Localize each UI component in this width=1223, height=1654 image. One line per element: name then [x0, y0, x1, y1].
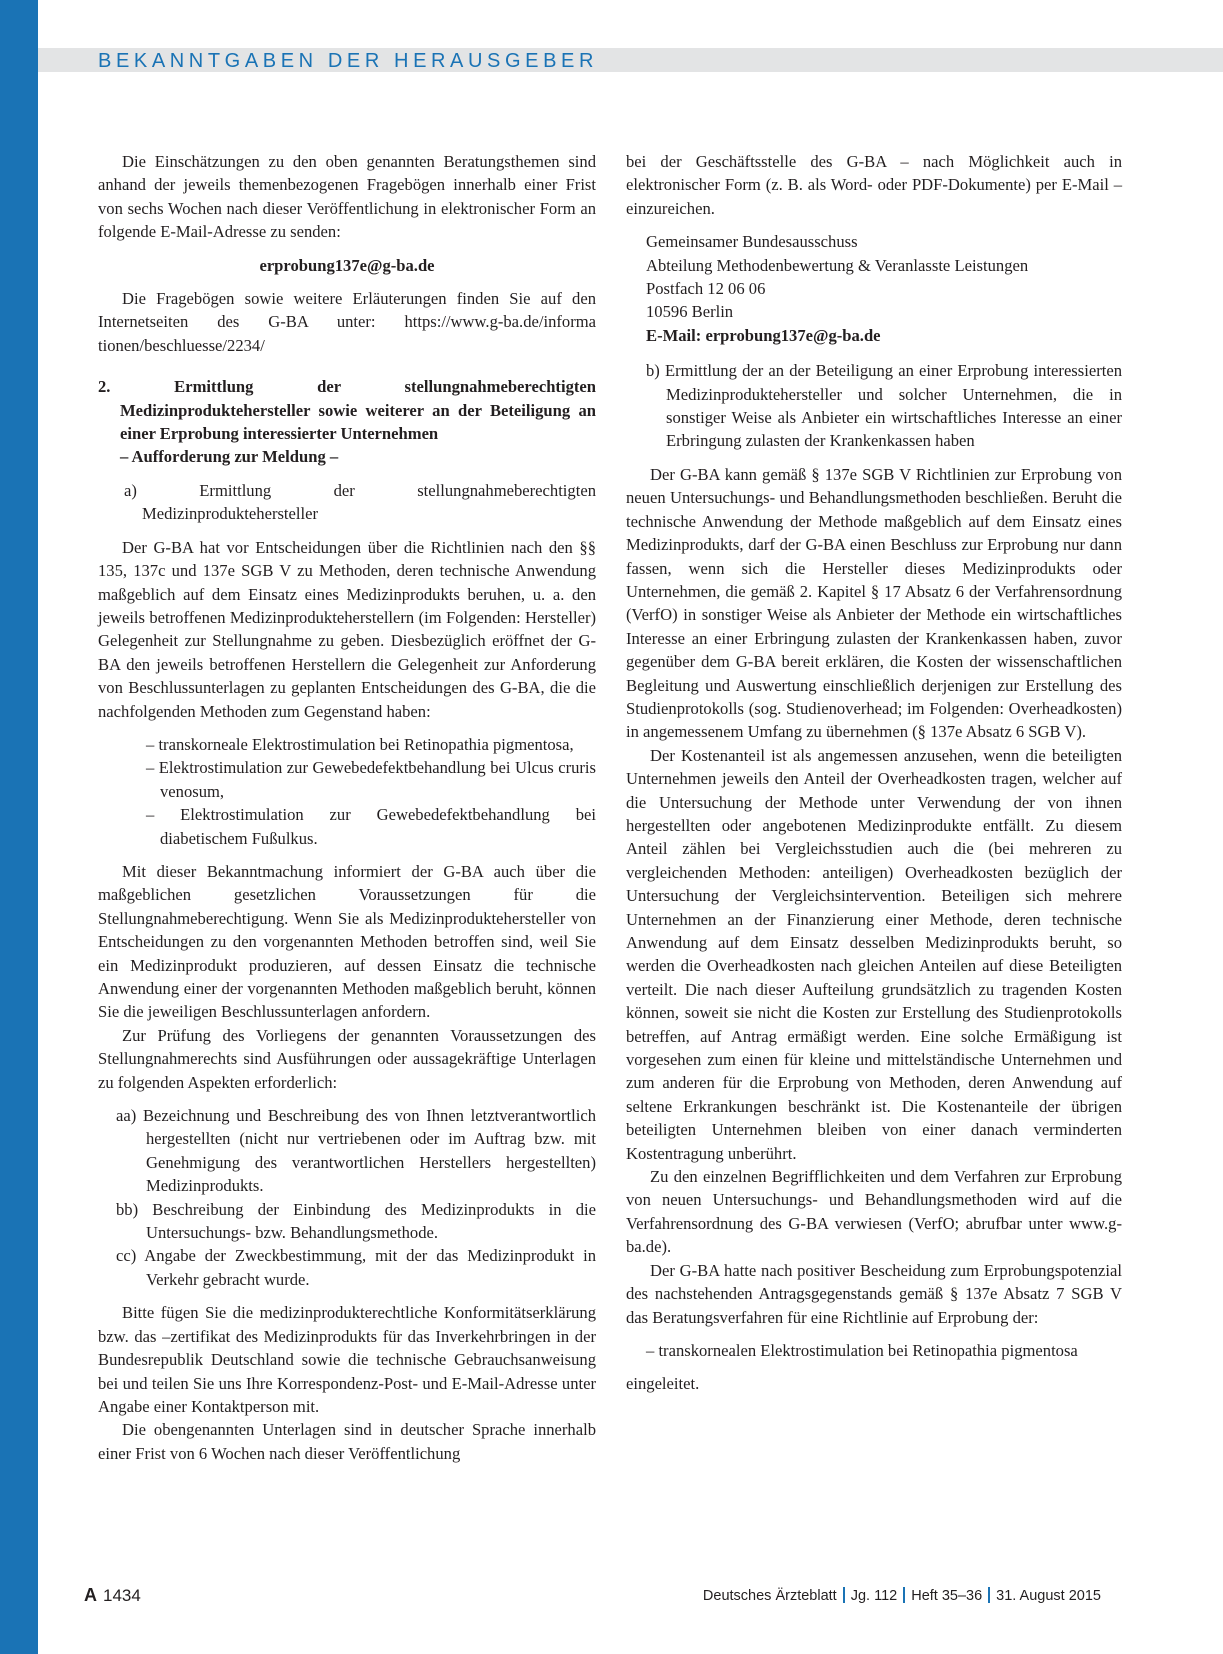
journal-issue: Heft 35–36 — [911, 1588, 983, 1604]
address-line: Gemeinsamer Bundesausschuss — [646, 232, 858, 252]
separator — [903, 1587, 905, 1603]
method-list — [98, 733, 596, 850]
journal-footer — [703, 1587, 1101, 1604]
address-line: Postfach 12 06 06 — [646, 279, 766, 299]
journal-volume: Jg. 112 — [850, 1588, 898, 1604]
paragraph: Zu den einzelnen Begrifflichkeiten und dem Verfahren zur Erprobung von neuen Untersuchungs- und Behandlungsmethoden wird auf die Verfahrensordnung des G-BA verwiesen (VerfO; abrufbar unter www.g-ba.de). — [626, 1167, 1122, 1257]
address-line: 10596 Berlin — [646, 302, 734, 322]
paragraph: Der G-BA kann gemäß § 137e SGB V Richtlinien zur Erprobung von neuen Untersuchungs- und Behandlungsmethoden beschließen. Beruht die technische Anwendung der Methode maßgeblich auf dem Einsatz eines Medizinprodukts, darf der G-BA einen Beschluss zur Erprobung nur dann fassen, wenn sich die Hersteller dieses Medizinprodukts oder Unternehmen, die gemäß 2. Kapitel § 17 Absatz 6 der Verfahrensordnung (VerfO) in sonstiger Weise als Anbieter der Methode ein wirtschaftliches Interesse an einer Erbringung zulasten der Krankenkassen haben, zuvor gegenüber dem G-BA bereit erklären, die Kosten der wissenschaftlichen Begleitung und Auswertung einschließlich derjenigen zur Erstellung des Studienprotokolls (sog. Studienoverhead; im Folgenden: Overheadkosten) in angemessenem Umfang zu übernehmen (§ 137e Absatz 6 SGB V). — [626, 464, 1122, 742]
side-color-bar — [0, 0, 38, 1654]
list-item: – Elektrostimulation zur Gewebedefektbehandlung bei diabetischem Fußulkus. — [146, 805, 596, 848]
paragraph: Die Fragebögen sowie weitere Erläuterungen finden Sie auf den Internetseiten des G-BA unter: https://www.g-ba.de/informa tionen/beschluesse/2234/ — [98, 289, 596, 355]
paragraph: Die obengenannten Unterlagen sind in deutscher Sprache innerhalb einer Frist von 6 Wochen nach dieser Veröffentlichung — [98, 1420, 596, 1463]
paragraph: eingeleitet. — [626, 1374, 700, 1394]
item-b: b) Ermittlung der an der Beteiligung an einer Erprobung interessierten Medizinproduktehersteller und solcher Unternehmen, die in sonstiger Weise als Anbieter ein wirtschaftliches Interesse an einer Erbringung zulasten der Krankenkassen haben — [646, 361, 1122, 451]
paragraph: Der G-BA hatte nach positiver Bescheidung zum Erprobungspotenzial des nachstehenden Antragsgegenstands gemäß § 137e Absatz 7 SGB V das Beratungsverfahren für eine Richtlinie auf Erprobung der: — [626, 1260, 1122, 1327]
list-item: cc) Angabe der Zweckbestimmung, mit der das Medizinprodukt in Verkehr gebracht wurde. — [116, 1246, 596, 1289]
paragraph: Zur Prüfung des Vorliegens der genannten Voraussetzungen des Stellungnahmerechts sind Ausführungen oder aussagekräftige Unterlagen zu folgenden Aspekten erforderlich: — [98, 1025, 596, 1092]
item-a: a) Ermittlung der stellungnahmeberechtigten Medizinproduktehersteller — [124, 480, 596, 524]
section-2-title: 2. Ermittlung der stellungnahmeberechtigten Medizinproduktehersteller sowie weiterer an der Beteiligung an einer Erprobung interessierter Unternehmen — [98, 377, 596, 444]
paragraph: Der G-BA hat vor Entscheidungen über die Richtlinien nach den §§ 135, 137c und 137e SGB V zu Methoden, deren technische Anwendung maßgeblich auf dem Einsatz eines Medizinprodukts beruhen, u. a. den jeweils betroffenen Medizinprodukteherstellern (im Folgenden: Hersteller) Gelegenheit zur Stellungnahme zu geben. Diesbezüglich eröffnet der G-BA den jeweils betroffenen Herstellern die Gelegenheit zur Anforderung von Beschlussunterlagen zu geplanten Entscheidungen des G-BA, die die nachfolgenden Methoden zum Gegenstand haben: — [98, 537, 596, 721]
paragraph: Die Einschätzungen zu den oben genannten Beratungsthemen sind anhand der jeweils themenbezogenen Fragebögen innerhalb einer Frist von sechs Wochen nach dieser Veröffentlichung in elektronischer Form an folgende E-Mail-Adresse zu senden: — [98, 152, 596, 242]
list-item: – transkornealen Elektrostimulation bei Retinopathia pigmentosa — [646, 1340, 1078, 1360]
paragraph: Mit dieser Bekanntmachung informiert der G-BA auch über die maßgeblichen gesetzlichen Voraussetzungen für die Stellungnahmeberechtigung. Wenn Sie als Medizinproduktehersteller von Entscheidungen zu den vorgenannten Methoden betroffen sind, weil Sie ein Medizinprodukt produzieren, auf dessen Einsatz die technische Anwendung einer der vorgenannten Methoden maßgeblich beruht, können Sie die jeweiligen Beschlussunterlagen anfordern. — [98, 861, 596, 1022]
page-number — [84, 1585, 141, 1606]
journal-date: 31. August 2015 — [996, 1588, 1101, 1604]
left-column — [98, 150, 596, 1465]
page-prefix: A — [84, 1585, 97, 1605]
separator — [843, 1587, 845, 1603]
right-column — [626, 150, 1122, 1396]
paragraph: bei der Geschäftsstelle des G-BA – nach Möglichkeit auch in elektronischer Form (z. B. als Word- oder PDF-Dokumente) per E-Mail – einzureichen. — [626, 152, 1122, 218]
list-item: – transkorneale Elektrostimulation bei Retinopathia pigmentosa, — [146, 734, 574, 754]
list-item: – Elektrostimulation zur Gewebedefektbehandlung bei Ulcus cruris venosum, — [146, 758, 596, 801]
address-email: E-Mail: erprobung137e@g-ba.de — [646, 325, 881, 345]
section-header: BEKANNTGABEN DER HERAUSGEBER — [98, 50, 598, 72]
section-2-subtitle: – Aufforderung zur Meldung – — [120, 447, 339, 467]
address-line: Abteilung Methodenbewertung & Veranlasste Leistungen — [646, 255, 1029, 275]
section-2-heading — [98, 375, 596, 469]
paragraph: Der Kostenanteil ist als angemessen anzusehen, wenn die beteiligten Unternehmen jeweils den Anteil der Overheadkosten tragen, welcher auf die Untersuchung der Methode unter Verwendung der von ihnen hergestellten oder angebotenen Medizinprodukte entfällt. Zu diesem Anteil zählen bei Vergleichsstudien auch die (bei mehreren zu vergleichenden Methoden: anteiligen) Overheadkosten bezüglich der Untersuchung der Vergleichsintervention. Beteiligen sich mehrere Unternehmen an der Finanzierung einer Methode, deren technische Anwendung auf dem Einsatz desselben Medizinprodukts beruht, so werden die Overheadkosten nach gleichen Anteilen auf diese Beteiligten verteilt. Die nach dieser Aufteilung grundsätzlich zu tragenden Kosten können, soweit sie nicht die Kosten zur Erstellung des Studienprotokolls betreffen, auf Antrag ermäßigt werden. Eine solche Ermäßigung ist vorgesehen zum einen für kleine und mittelständische Unternehmen und zum anderen für die Erprobung von Methoden, deren Anwendung auf seltene Erkrankungen beschränkt ist. Die Kostenanteile der übrigen beteiligten Unternehmen bleiben von einer danach verminderten Kostentragung unberührt. — [626, 745, 1122, 1163]
address-block — [626, 230, 1122, 347]
page-number-value: 1434 — [103, 1586, 141, 1605]
list-item: bb) Beschreibung der Einbindung des Medizinprodukts in die Untersuchungs- bzw. Behandlungsmethode. — [116, 1199, 596, 1243]
paragraph: Bitte fügen Sie die medizinprodukterechtliche Konformitätserklärung bzw. das –zertifikat des Medizinprodukts für das Inverkehrbringen in der Bundesrepublik Deutschland sowie die technische Gebrauchsanweisung bei und teilen Sie uns Ihre Korrespondenz-Post- und E-Mail-Adresse unter Angabe einer Kontaktperson mit. — [98, 1303, 596, 1416]
separator — [988, 1587, 990, 1603]
list-item: aa) Bezeichnung und Beschreibung des von Ihnen letztverantwortlich hergestellten (nicht nur vertriebenen oder im Auftrag bzw. mit Genehmigung des verantwortlichen Herstellers hergestellten) Medizinprodukts. — [116, 1106, 596, 1196]
aspect-list — [98, 1104, 596, 1291]
journal-name: Deutsches Ärzteblatt — [702, 1588, 837, 1604]
email-address: erprobung137e@g-ba.de — [259, 255, 435, 275]
